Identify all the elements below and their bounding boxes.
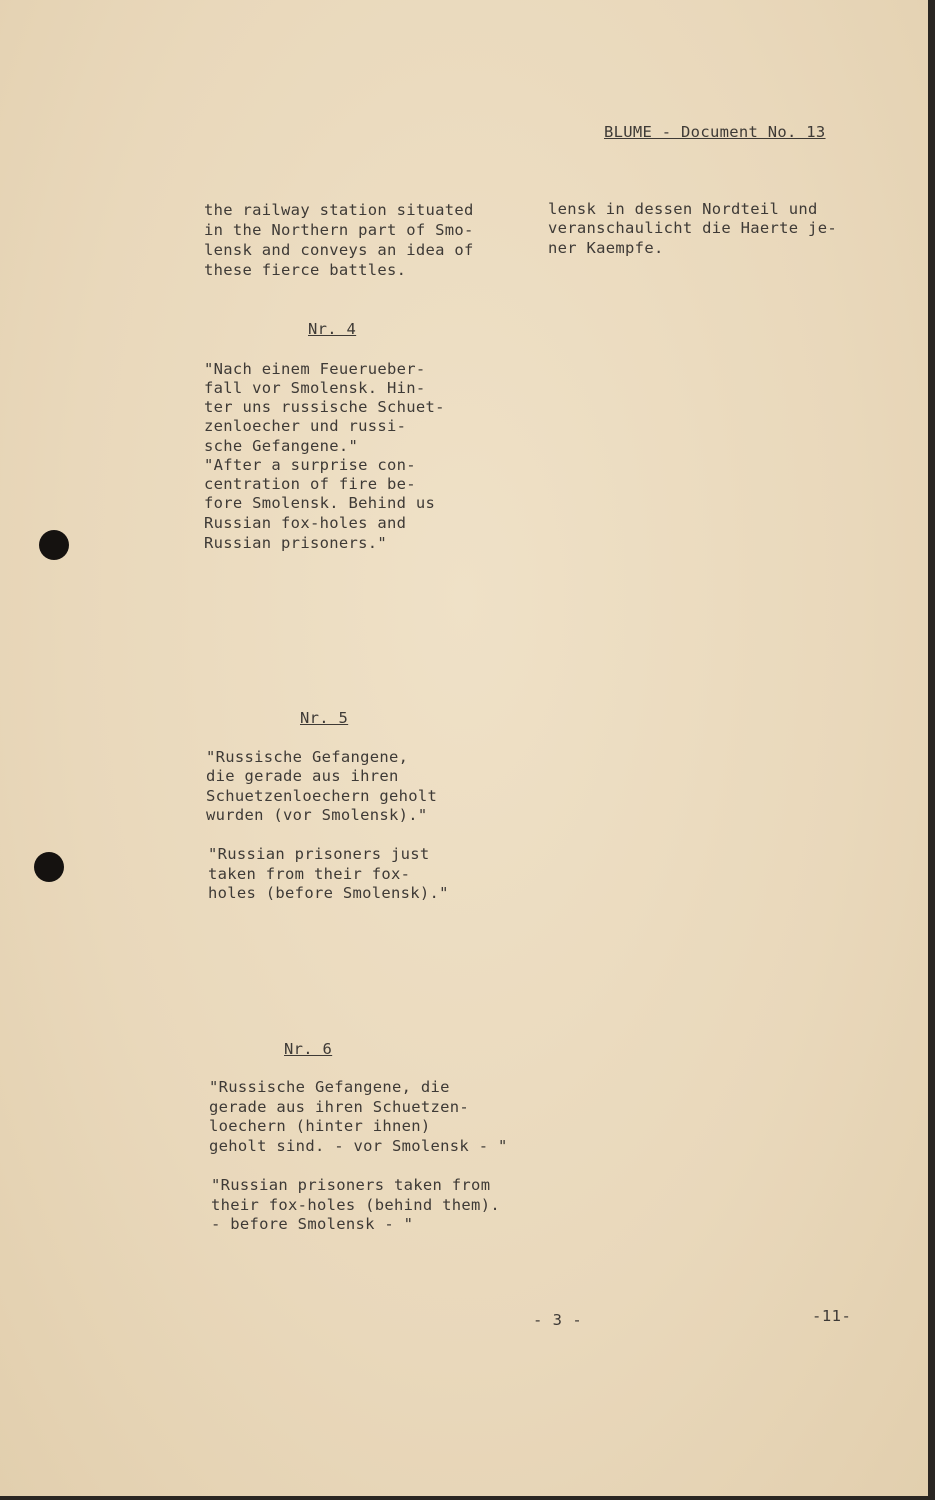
text-line: these fierce battles.	[204, 261, 407, 279]
text-line: "After a surprise con-	[204, 456, 416, 474]
text-line: "Nach einem Feuerueber-	[204, 360, 426, 378]
text-line: lensk in dessen Nordteil und	[548, 200, 818, 218]
text-line: fore Smolensk. Behind us	[204, 494, 436, 512]
text-line: Schuetzenloechern geholt	[206, 787, 438, 805]
text-line: Russian prisoners."	[204, 534, 388, 552]
document-header: BLUME - Document No. 13	[604, 123, 826, 141]
section-heading: Nr. 6	[284, 1040, 333, 1058]
text-line: "Russische Gefangene,	[206, 748, 409, 766]
text-line: "Russische Gefangene, die	[209, 1078, 450, 1096]
punch-hole	[34, 852, 64, 882]
sheet-number: -11-	[812, 1307, 852, 1325]
text-line: geholt sind. - vor Smolensk - "	[209, 1137, 508, 1155]
text-line: fall vor Smolensk. Hin-	[204, 379, 426, 397]
text-line: "Russian prisoners taken from	[211, 1176, 491, 1194]
text-line: their fox-holes (behind them).	[211, 1196, 500, 1214]
text-line: Russian fox-holes and	[204, 514, 407, 532]
text-line: sche Gefangene."	[204, 437, 359, 455]
text-line: wurden (vor Smolensk)."	[206, 806, 428, 824]
text-line: the railway station situated	[204, 201, 474, 219]
text-line: - before Smolensk - "	[211, 1215, 414, 1233]
text-line: ter uns russische Schuet-	[204, 398, 445, 416]
punch-hole	[39, 530, 69, 560]
section-heading: Nr. 4	[308, 320, 357, 338]
text-line: die gerade aus ihren	[206, 767, 399, 785]
text-line: ner Kaempfe.	[548, 239, 664, 257]
text-line: holes (before Smolensk)."	[208, 884, 449, 902]
text-line: "Russian prisoners just	[208, 845, 430, 863]
text-line: in the Northern part of Smo-	[204, 221, 474, 239]
text-line: veranschaulicht die Haerte je-	[548, 219, 837, 237]
page-number: - 3 -	[533, 1311, 583, 1329]
text-line: centration of fire be-	[204, 475, 416, 493]
text-line: gerade aus ihren Schuetzen-	[209, 1098, 470, 1116]
section-heading: Nr. 5	[300, 709, 349, 727]
text-line: taken from their fox-	[208, 865, 411, 883]
text-line: loechern (hinter ihnen)	[209, 1117, 431, 1135]
text-line: zenloecher und russi-	[204, 417, 407, 435]
text-line: lensk and conveys an idea of	[204, 241, 474, 259]
